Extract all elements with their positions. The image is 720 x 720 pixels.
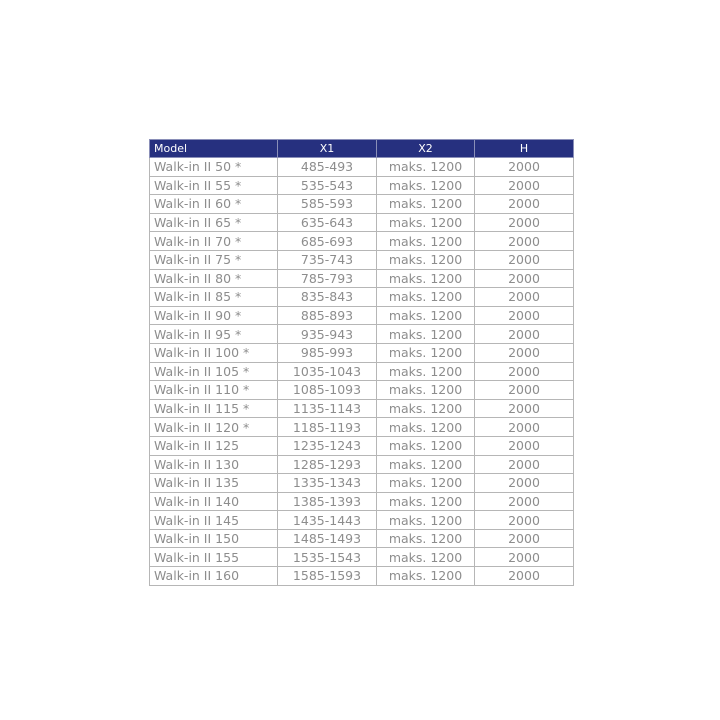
cell-x1: 1085-1093 bbox=[278, 381, 377, 400]
cell-x1: 785-793 bbox=[278, 269, 377, 288]
cell-x1: 1385-1393 bbox=[278, 492, 377, 511]
cell-x1: 835-843 bbox=[278, 288, 377, 307]
cell-model: Walk-in II 155 bbox=[150, 548, 278, 567]
cell-x2: maks. 1200 bbox=[377, 306, 475, 325]
table-row bbox=[150, 529, 574, 548]
cell-x1: 1335-1343 bbox=[278, 474, 377, 493]
cell-h: 2000 bbox=[475, 529, 574, 548]
cell-x2: maks. 1200 bbox=[377, 399, 475, 418]
cell-x1: 1185-1193 bbox=[278, 418, 377, 437]
cell-x2: maks. 1200 bbox=[377, 492, 475, 511]
column-header-x2: X2 bbox=[377, 140, 475, 158]
cell-x2: maks. 1200 bbox=[377, 567, 475, 586]
cell-h: 2000 bbox=[475, 399, 574, 418]
cell-h: 2000 bbox=[475, 362, 574, 381]
cell-model: Walk-in II 125 bbox=[150, 436, 278, 455]
cell-model: Walk-in II 65 * bbox=[150, 213, 278, 232]
cell-model: Walk-in II 50 * bbox=[150, 158, 278, 177]
cell-model: Walk-in II 145 bbox=[150, 511, 278, 530]
cell-x1: 1235-1243 bbox=[278, 436, 377, 455]
cell-x2: maks. 1200 bbox=[377, 436, 475, 455]
cell-x1: 685-693 bbox=[278, 232, 377, 251]
table-row bbox=[150, 269, 574, 288]
cell-model: Walk-in II 130 bbox=[150, 455, 278, 474]
cell-x2: maks. 1200 bbox=[377, 250, 475, 269]
cell-x2: maks. 1200 bbox=[377, 511, 475, 530]
cell-x1: 1035-1043 bbox=[278, 362, 377, 381]
cell-x2: maks. 1200 bbox=[377, 343, 475, 362]
cell-model: Walk-in II 75 * bbox=[150, 250, 278, 269]
table-row bbox=[150, 548, 574, 567]
cell-x2: maks. 1200 bbox=[377, 176, 475, 195]
cell-x2: maks. 1200 bbox=[377, 362, 475, 381]
table-row bbox=[150, 567, 574, 586]
cell-x1: 1535-1543 bbox=[278, 548, 377, 567]
cell-model: Walk-in II 90 * bbox=[150, 306, 278, 325]
cell-model: Walk-in II 120 * bbox=[150, 418, 278, 437]
cell-model: Walk-in II 115 * bbox=[150, 399, 278, 418]
table-row bbox=[150, 474, 574, 493]
cell-x1: 535-543 bbox=[278, 176, 377, 195]
table-body bbox=[150, 158, 574, 586]
cell-x2: maks. 1200 bbox=[377, 548, 475, 567]
table-row bbox=[150, 418, 574, 437]
column-header-x1: X1 bbox=[278, 140, 377, 158]
cell-x2: maks. 1200 bbox=[377, 269, 475, 288]
cell-h: 2000 bbox=[475, 474, 574, 493]
table-row bbox=[150, 158, 574, 177]
cell-model: Walk-in II 80 * bbox=[150, 269, 278, 288]
table-row bbox=[150, 399, 574, 418]
cell-x2: maks. 1200 bbox=[377, 381, 475, 400]
cell-h: 2000 bbox=[475, 288, 574, 307]
cell-x2: maks. 1200 bbox=[377, 418, 475, 437]
cell-model: Walk-in II 140 bbox=[150, 492, 278, 511]
cell-h: 2000 bbox=[475, 213, 574, 232]
header-row bbox=[150, 140, 574, 158]
table-row bbox=[150, 232, 574, 251]
cell-x1: 1135-1143 bbox=[278, 399, 377, 418]
cell-x1: 1435-1443 bbox=[278, 511, 377, 530]
cell-x1: 985-993 bbox=[278, 343, 377, 362]
cell-x1: 585-593 bbox=[278, 195, 377, 214]
cell-x1: 885-893 bbox=[278, 306, 377, 325]
table-row bbox=[150, 306, 574, 325]
table-row bbox=[150, 436, 574, 455]
table-row bbox=[150, 288, 574, 307]
cell-x1: 1585-1593 bbox=[278, 567, 377, 586]
table-row bbox=[150, 492, 574, 511]
table-row bbox=[150, 325, 574, 344]
cell-model: Walk-in II 95 * bbox=[150, 325, 278, 344]
table-row bbox=[150, 511, 574, 530]
table-row bbox=[150, 195, 574, 214]
cell-model: Walk-in II 150 bbox=[150, 529, 278, 548]
table-row bbox=[150, 455, 574, 474]
cell-x1: 735-743 bbox=[278, 250, 377, 269]
cell-x1: 485-493 bbox=[278, 158, 377, 177]
cell-x2: maks. 1200 bbox=[377, 529, 475, 548]
cell-h: 2000 bbox=[475, 195, 574, 214]
column-header-h: H bbox=[475, 140, 574, 158]
cell-x2: maks. 1200 bbox=[377, 213, 475, 232]
cell-x2: maks. 1200 bbox=[377, 325, 475, 344]
cell-h: 2000 bbox=[475, 567, 574, 586]
table-row bbox=[150, 381, 574, 400]
cell-h: 2000 bbox=[475, 325, 574, 344]
cell-h: 2000 bbox=[475, 511, 574, 530]
cell-x2: maks. 1200 bbox=[377, 455, 475, 474]
cell-x2: maks. 1200 bbox=[377, 158, 475, 177]
cell-h: 2000 bbox=[475, 418, 574, 437]
cell-model: Walk-in II 160 bbox=[150, 567, 278, 586]
cell-h: 2000 bbox=[475, 492, 574, 511]
cell-x1: 1285-1293 bbox=[278, 455, 377, 474]
cell-h: 2000 bbox=[475, 343, 574, 362]
cell-h: 2000 bbox=[475, 176, 574, 195]
cell-h: 2000 bbox=[475, 158, 574, 177]
cell-x2: maks. 1200 bbox=[377, 474, 475, 493]
cell-model: Walk-in II 100 * bbox=[150, 343, 278, 362]
cell-h: 2000 bbox=[475, 455, 574, 474]
table-row bbox=[150, 213, 574, 232]
cell-x1: 1485-1493 bbox=[278, 529, 377, 548]
cell-x2: maks. 1200 bbox=[377, 232, 475, 251]
cell-model: Walk-in II 55 * bbox=[150, 176, 278, 195]
cell-model: Walk-in II 105 * bbox=[150, 362, 278, 381]
cell-x1: 635-643 bbox=[278, 213, 377, 232]
cell-model: Walk-in II 135 bbox=[150, 474, 278, 493]
table-header bbox=[150, 140, 574, 158]
cell-x2: maks. 1200 bbox=[377, 288, 475, 307]
cell-x1: 935-943 bbox=[278, 325, 377, 344]
table-row bbox=[150, 362, 574, 381]
cell-h: 2000 bbox=[475, 436, 574, 455]
cell-h: 2000 bbox=[475, 381, 574, 400]
table-row bbox=[150, 250, 574, 269]
table-row bbox=[150, 176, 574, 195]
cell-model: Walk-in II 85 * bbox=[150, 288, 278, 307]
cell-h: 2000 bbox=[475, 232, 574, 251]
cell-h: 2000 bbox=[475, 269, 574, 288]
dimensions-table bbox=[149, 139, 574, 586]
cell-model: Walk-in II 70 * bbox=[150, 232, 278, 251]
cell-h: 2000 bbox=[475, 548, 574, 567]
cell-h: 2000 bbox=[475, 306, 574, 325]
cell-x2: maks. 1200 bbox=[377, 195, 475, 214]
cell-model: Walk-in II 110 * bbox=[150, 381, 278, 400]
cell-h: 2000 bbox=[475, 250, 574, 269]
cell-model: Walk-in II 60 * bbox=[150, 195, 278, 214]
column-header-model: Model bbox=[150, 140, 278, 158]
table-row bbox=[150, 343, 574, 362]
